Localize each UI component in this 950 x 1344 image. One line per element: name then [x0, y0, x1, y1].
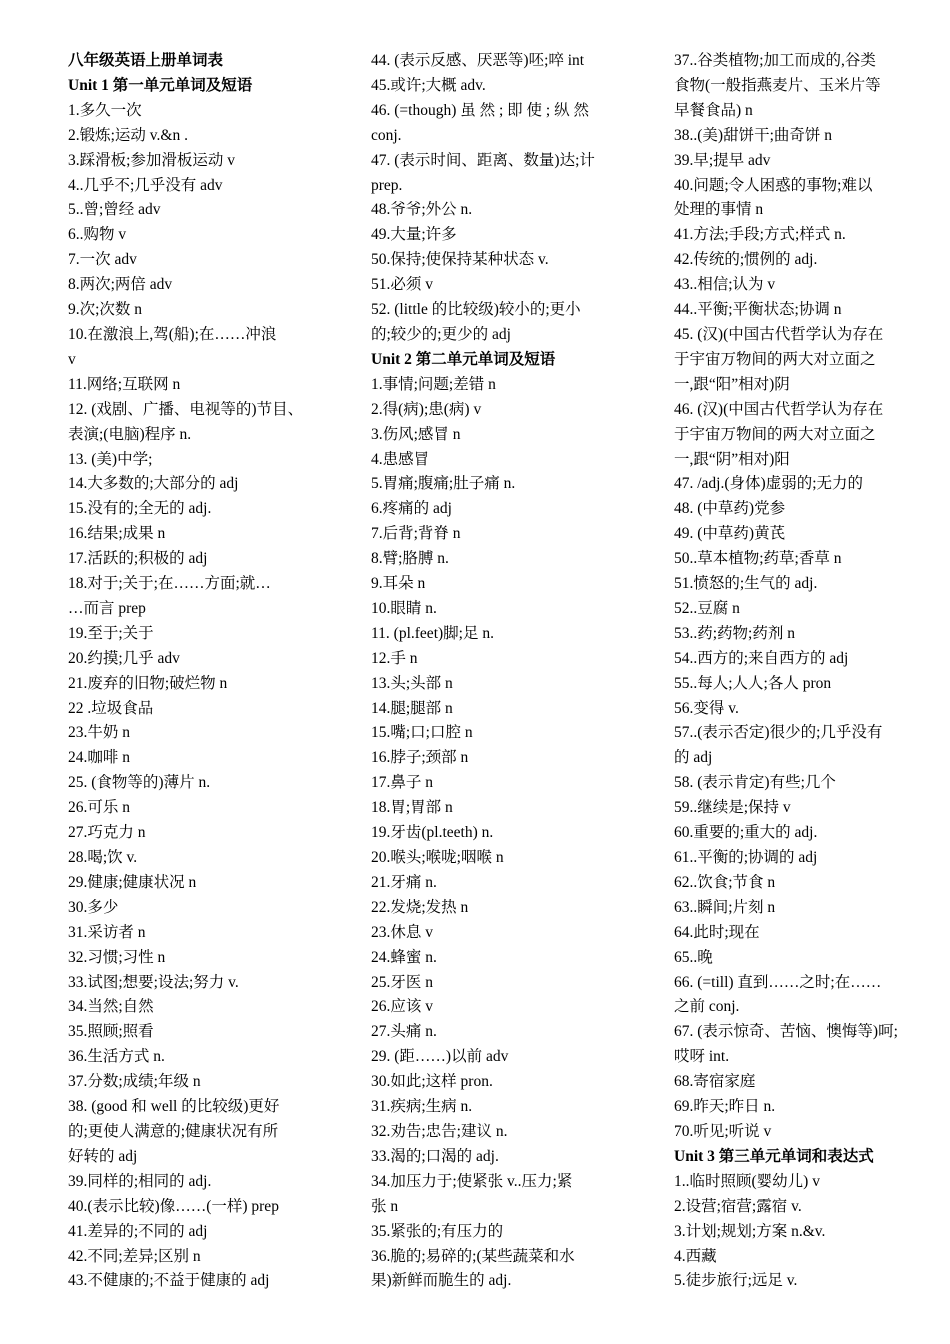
vocab-line: 25. (食物等的)薄片 n. — [68, 774, 211, 792]
vocab-line: 40.问题;令人困惑的事物;难以 — [674, 176, 873, 194]
vocab-line: 47. /adj.(身体)虚弱的;无力的 — [674, 475, 863, 493]
vocab-line: 3.踩滑板;参加滑板运动 v — [68, 151, 236, 169]
vocab-line: 于宇宙万物间的两大对立面之 — [674, 425, 876, 443]
vocab-line: 28.喝;饮 v. — [68, 849, 138, 866]
vocab-line: 7.一次 adv — [68, 251, 137, 269]
vocab-line: 35.紧张的;有压力的 — [371, 1222, 504, 1240]
vocab-line: 3.计划;规划;方案 n.&v. — [674, 1222, 826, 1240]
vocab-line: 1.事情;问题;差错 n — [371, 375, 496, 393]
vocab-line: 7.后背;背脊 n — [371, 525, 461, 543]
vocab-line: 6.疼痛的 adj — [371, 500, 452, 518]
vocab-line: conj. — [371, 126, 402, 144]
vocab-line: 14.大多数的;大部分的 adj — [68, 475, 239, 493]
vocab-line: 17.鼻子 n — [371, 774, 434, 792]
vocab-line: 36.生活方式 n. — [68, 1048, 165, 1066]
vocab-line: 31.疾病;生病 n. — [371, 1098, 473, 1116]
vocab-line: 19.至于;关于 — [68, 624, 154, 642]
vocab-line: 66. (=till) 直到……之时;在…… — [674, 973, 882, 991]
vocab-line: 53..药;药物;药剂 n — [674, 624, 795, 642]
vocab-line: 43.不健康的;不益于健康的 adj — [68, 1272, 270, 1290]
vocab-line: 12. (戏剧、广播、电视等的)节目、 — [68, 400, 304, 418]
vocab-line: 42.不同;差异;区别 n — [68, 1247, 201, 1265]
vocab-line: 51.必须 v — [371, 276, 434, 294]
vocab-line: 16.结果;成果 n — [68, 525, 166, 543]
vocab-line: 55..每人;人人;各人 pron — [674, 674, 832, 692]
vocab-line: 8.两次;两倍 adv — [68, 276, 173, 294]
vocab-line: 69.昨天;昨日 n. — [674, 1098, 776, 1116]
vocab-line: 26.可乐 n — [68, 799, 131, 817]
vocab-line: 1.多久一次 — [68, 101, 142, 119]
vocab-line: 食物(一般指燕麦片、玉米片等 — [674, 76, 881, 94]
vocab-line: 9.次;次数 n — [68, 301, 143, 319]
vocab-line: 30.多少 — [68, 898, 119, 916]
vocab-line: 41.方法;手段;方式;样式 n. — [674, 226, 846, 244]
vocab-line: 的 adj — [674, 749, 713, 767]
vocab-line: 23.牛奶 n — [68, 724, 131, 742]
vocab-line: 2.得(病);患(病) v — [371, 400, 482, 418]
vocab-line: 13. (美)中学; — [68, 450, 153, 468]
vocab-line: 32.习惯;习性 n — [68, 948, 166, 966]
vocab-line: 一,跟“阴”相对)阳 — [674, 450, 790, 468]
vocab-line: 5.徒步旅行;远足 v. — [674, 1272, 798, 1290]
vocab-line: 表演;(电脑)程序 n. — [68, 425, 192, 443]
vocab-line: 25.牙医 n — [371, 973, 434, 991]
vocab-line: 57..(表示否定)很少的;几乎没有 — [674, 724, 883, 742]
vocab-line: 18.对于;关于;在……方面;就… — [68, 575, 271, 593]
vocab-line: 20.约摸;几乎 adv — [68, 649, 180, 667]
vocab-line: 48. (中草药)党参 — [674, 500, 786, 518]
vocab-line: 20.喉头;喉咙;咽喉 n — [371, 849, 504, 866]
vocab-line: 32.劝告;忠告;建议 n. — [371, 1122, 508, 1140]
vocab-line: 41.差异的;不同的 adj — [68, 1222, 208, 1240]
vocab-line: 44. (表示反感、厌恶等)呸;啐 int — [371, 52, 585, 69]
vocab-line: 哎呀 int. — [674, 1048, 730, 1066]
vocab-line: 5.胃痛;腹痛;肚子痛 n. — [371, 475, 516, 493]
vocab-line: 34.当然;自然 — [68, 998, 154, 1016]
vocab-line: 29.健康;健康状况 n — [68, 873, 197, 891]
vocab-line: 33.渴的;口渴的 adj. — [371, 1147, 499, 1165]
vocab-line: 46. (汉)(中国古代哲学认为存在 — [674, 400, 884, 418]
vocab-line: prep. — [371, 176, 403, 194]
vocab-line: 49.大量;许多 — [371, 226, 457, 244]
vocab-line: 4.患感冒 — [371, 450, 430, 468]
vocab-line: 9.耳朵 n — [371, 575, 426, 593]
vocab-line: 一,跟“阳”相对)阴 — [674, 375, 790, 393]
vocab-line: 24.咖啡 n — [68, 749, 131, 767]
vocab-line: 2.锻炼;运动 v.&n . — [68, 126, 188, 144]
vocab-line: 26.应该 v — [371, 998, 434, 1016]
vocab-line: 52. (little 的比较级)较小的;更小 — [371, 301, 581, 319]
vocab-line: 18.胃;胃部 n — [371, 799, 453, 817]
vocab-line: 21.牙痛 n. — [371, 873, 437, 891]
section-heading: Unit 1 第一单元单词及短语 — [68, 76, 253, 94]
vocab-line: 54..西方的;来自西方的 adj — [674, 649, 849, 667]
vocab-line: 10.在激浪上,驾(船);在……冲浪 — [68, 325, 277, 343]
vocab-line: 70.听见;听说 v — [674, 1122, 772, 1140]
vocab-line: 6..购物 v — [68, 226, 127, 244]
vocab-line: 48.爷爷;外公 n. — [371, 201, 473, 219]
vocab-line: 49. (中草药)黄芪 — [674, 525, 786, 543]
vocab-line: 22.发烧;发热 n — [371, 898, 469, 916]
vocab-line: …而言 prep — [68, 599, 146, 617]
vocab-line: 3.伤风;感冒 n — [371, 425, 461, 443]
vocab-line: 11.网络;互联网 n — [68, 375, 181, 393]
vocab-line: 63..瞬间;片刻 n — [674, 898, 776, 916]
vocab-line: 31.采访者 n — [68, 923, 146, 941]
vocab-line: 早餐食品) n — [674, 101, 753, 119]
vocab-line: 10.眼睛 n. — [371, 599, 437, 617]
vocab-line: 5..曾;曾经 adv — [68, 201, 161, 219]
column-1 — [68, 49, 304, 1294]
vocab-line: 2.设营;宿营;露宿 v. — [674, 1197, 802, 1215]
section-heading: Unit 2 第二单元单词及短语 — [371, 350, 556, 368]
vocab-line: 68.寄宿家庭 — [674, 1073, 756, 1091]
vocab-line: 14.腿;腿部 n — [371, 699, 453, 717]
vocab-line: 于宇宙万物间的两大对立面之 — [674, 350, 876, 368]
vocab-line: 36.脆的;易碎的;(某些蔬菜和水 — [371, 1247, 575, 1265]
vocab-line: 19.牙齿(pl.teeth) n. — [371, 824, 494, 842]
vocab-line: 40.(表示比较)像……(一样) prep — [68, 1197, 279, 1215]
vocab-line: 38..(美)甜饼干;曲奇饼 n — [674, 126, 833, 144]
column-2 — [371, 49, 607, 1294]
vocab-line: 34.加压力于;使紧张 v..压力;紧 — [371, 1172, 573, 1190]
vocab-line: 处理的事情 n — [674, 201, 764, 219]
vocab-line: 29. (距……)以前 adv — [371, 1048, 509, 1066]
vocab-line: 11. (pl.feet)脚;足 n. — [371, 624, 494, 642]
vocab-line: 44..平衡;平衡状态;协调 n — [674, 301, 842, 319]
vocab-line: 15.嘴;口;口腔 n — [371, 724, 473, 742]
vocab-line: 16.脖子;颈部 n — [371, 749, 469, 767]
vocab-line: 果)新鲜而脆生的 adj. — [371, 1272, 512, 1290]
vocab-line: 21.废弃的旧物;破烂物 n — [68, 674, 228, 692]
vocab-line: 65..晚 — [674, 948, 713, 966]
vocab-line: 的;较少的;更少的 adj — [371, 325, 511, 343]
vocab-line: 17.活跃的;积极的 adj — [68, 550, 208, 568]
vocab-line: 61..平衡的;协调的 adj — [674, 849, 818, 866]
vocab-line: 12.手 n — [371, 649, 418, 667]
vocab-line: 60.重要的;重大的 adj. — [674, 824, 818, 842]
vocab-line: 4..几乎不;几乎没有 adv — [68, 176, 223, 194]
vocab-line: 45. (汉)(中国古代哲学认为存在 — [674, 325, 884, 343]
vocab-line: v — [68, 350, 76, 368]
vocab-line: 59..继续是;保持 v — [674, 799, 791, 817]
section-heading: 八年级英语上册单词表 — [68, 52, 224, 69]
vocab-line: 27.头痛 n. — [371, 1023, 437, 1041]
vocab-line: 46. (=though) 虽 然 ; 即 使 ; 纵 然 — [371, 101, 589, 119]
vocab-line: 33.试图;想要;设法;努力 v. — [68, 973, 239, 991]
vocab-line: 23.休息 v — [371, 923, 434, 941]
vocab-line: 37..谷类植物;加工而成的,谷类 — [674, 52, 876, 69]
vocab-line: 52..豆腐 n — [674, 599, 740, 617]
column-3 — [674, 49, 910, 1294]
vocab-line: 22 .垃圾食品 — [68, 699, 154, 717]
vocab-line: 56.变得 v. — [674, 699, 739, 717]
vocab-line: 好转的 adj — [68, 1147, 138, 1165]
vocab-line: 50..草本植物;药草;香草 n — [674, 550, 842, 568]
vocab-line: 的;更使人满意的;健康状况有所 — [68, 1122, 279, 1140]
vocab-line: 38. (good 和 well 的比较级)更好 — [68, 1098, 280, 1116]
vocab-line: 64.此时;现在 — [674, 923, 760, 941]
vocab-line: 39.早;提早 adv — [674, 151, 771, 169]
vocab-line: 51.愤怒的;生气的 adj. — [674, 575, 818, 593]
vocab-line: 62..饮食;节食 n — [674, 873, 776, 891]
vocab-line: 15.没有的;全无的 adj. — [68, 500, 212, 518]
vocab-line: 50.保持;使保持某种状态 v. — [371, 251, 549, 269]
vocab-line: 27.巧克力 n — [68, 824, 146, 842]
vocab-line: 39.同样的;相同的 adj. — [68, 1172, 212, 1190]
vocab-line: 42.传统的;惯例的 adj. — [674, 251, 818, 269]
vocab-line: 1..临时照顾(婴幼儿) v — [674, 1172, 820, 1190]
vocab-line: 30.如此;这样 pron. — [371, 1073, 493, 1091]
vocab-line: 58. (表示肯定)有些;几个 — [674, 774, 836, 792]
vocab-line: 45.或许;大概 adv. — [371, 76, 486, 94]
vocab-line: 之前 conj. — [674, 998, 740, 1016]
vocab-line: 张 n — [371, 1197, 399, 1215]
vocab-line: 4.西藏 — [674, 1247, 717, 1265]
vocab-line: 43..相信;认为 v — [674, 276, 776, 294]
vocab-line: 47. (表示时间、距离、数量)达;计 — [371, 151, 595, 169]
vocab-line: 37.分数;成绩;年级 n — [68, 1073, 201, 1091]
vocab-line: 24.蜂蜜 n. — [371, 948, 437, 966]
vocab-line: 13.头;头部 n — [371, 674, 453, 692]
vocab-line: 8.臂;胳膊 n. — [371, 550, 449, 568]
section-heading: Unit 3 第三单元单词和表达式 — [674, 1147, 874, 1165]
vocab-line: 67. (表示惊奇、苦恼、懊悔等)呵; — [674, 1023, 898, 1041]
vocab-line: 35.照顾;照看 — [68, 1023, 154, 1041]
